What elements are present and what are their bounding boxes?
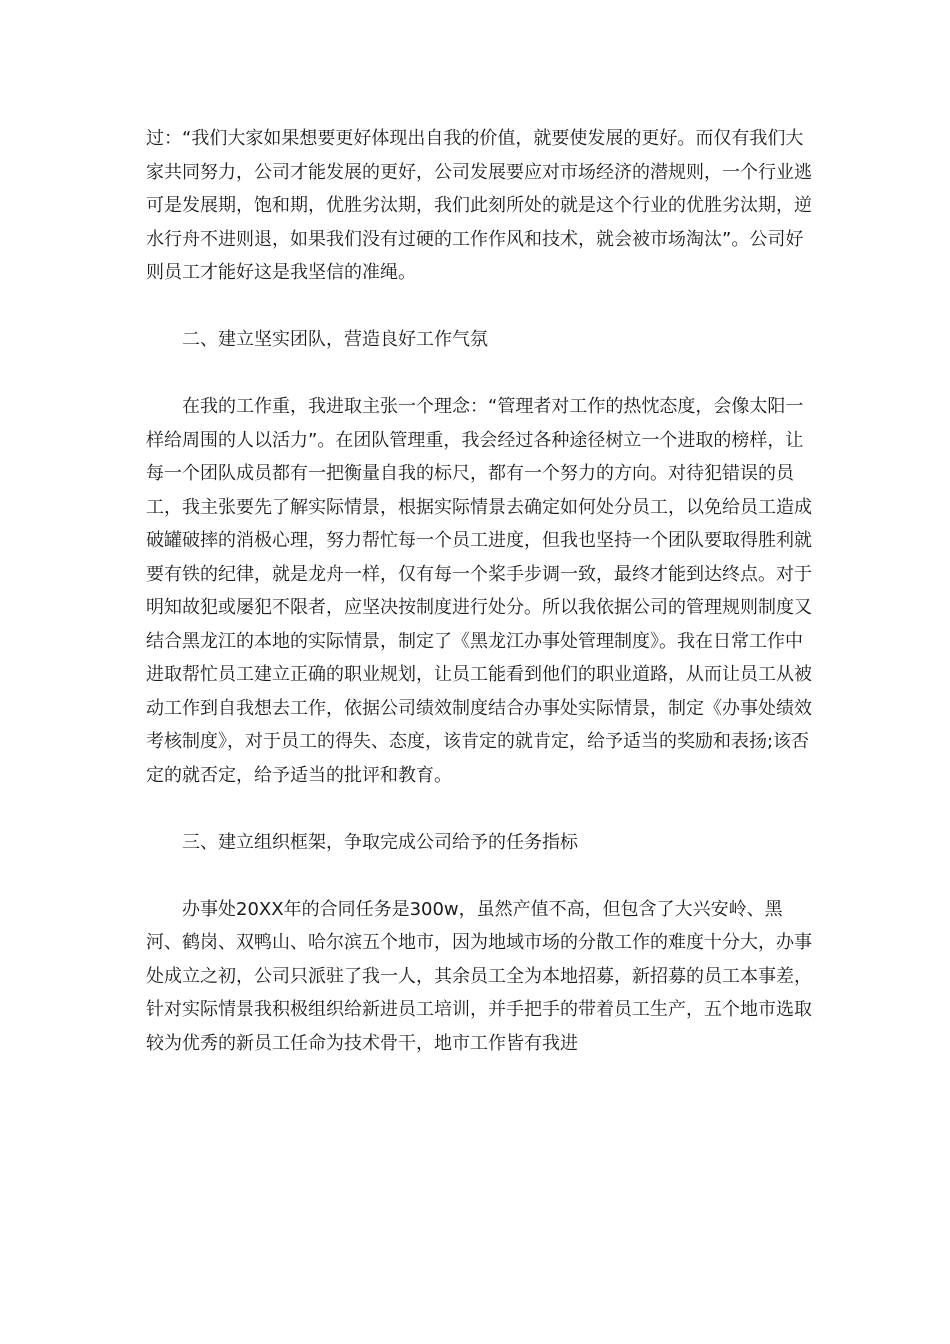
paragraph-continuation: 过：“我们大家如果想要更好体现出自我的价值，就要使发展的更好。而仅有我们大家共同努力，公司才能发展的更好，公司发展要应对市场经济的潜规则，一个行业逃可是发展期，饱和期，优胜劣汰期，我们此刻所处的就是这个行业的优胜劣汰期，逆水行舟不进则退，如果我们没有过硬的工作作风和技术，就会被市场淘汰”。公司好则员工才能好这是我坚信的准绳。	[146, 128, 812, 283]
document-body	[146, 122, 818, 1060]
section-heading-2: 二、建立坚实团队，营造良好工作气氛	[182, 329, 488, 350]
paragraph-contract-task: 办事处20XX年的合同任务是300w，虽然产值不高，但包含了大兴安岭、黑河、鹤岗、双鸭山、哈尔滨五个地市，因为地域市场的分散工作的难度十分大，办事处成立之初，公司只派驻了我一人，其余员工全为本地招募，新招募的员工本事差，针对实际情景我积极组织给新进员工培训，并手把手的带着员工生产，五个地市选取较为优秀的新员工任命为技术骨干，地市工作皆有我进	[146, 898, 812, 1054]
paragraph-team-management: 在我的工作重，我进取主张一个理念：“管理者对工作的热忱态度，会像太阳一样给周围的人以活力”。在团队管理重，我会经过各种途径树立一个进取的榜样，让每一个团队成员都有一把衡量自我的标尺，都有一个努力的方向。对待犯错误的员工，我主张要先了解实际情景，根据实际情景去确定如何处分员工，以免给员工造成破罐破摔的消极心理，努力帮忙每一个员工进度，但我也坚持一个团队要取得胜利就要有铁的纪律，就是龙舟一样，仅有每一个桨手步调一致，最终才能到达终点。对于明知故犯或屡犯不限者，应坚决按制度进行处分。所以我依据公司的管理规则制度又结合黑龙江的本地的实际情景，制定了《黑龙江办事处管理制度》。我在日常工作中进取帮忙员工建立正确的职业规划，让员工能看到他们的职业道路，从而让员工从被动工作到自我想去工作，依据公司绩效制度结合办事处实际情景，制定《办事处绩效考核制度》，对于员工的得失、态度，该肯定的就肯定，给予适当的奖励和表扬;该否定的就否定，给予适当的批评和教育。	[146, 396, 812, 786]
section-heading-3: 三、建立组织框架，争取完成公司给予的任务指标	[182, 831, 578, 853]
